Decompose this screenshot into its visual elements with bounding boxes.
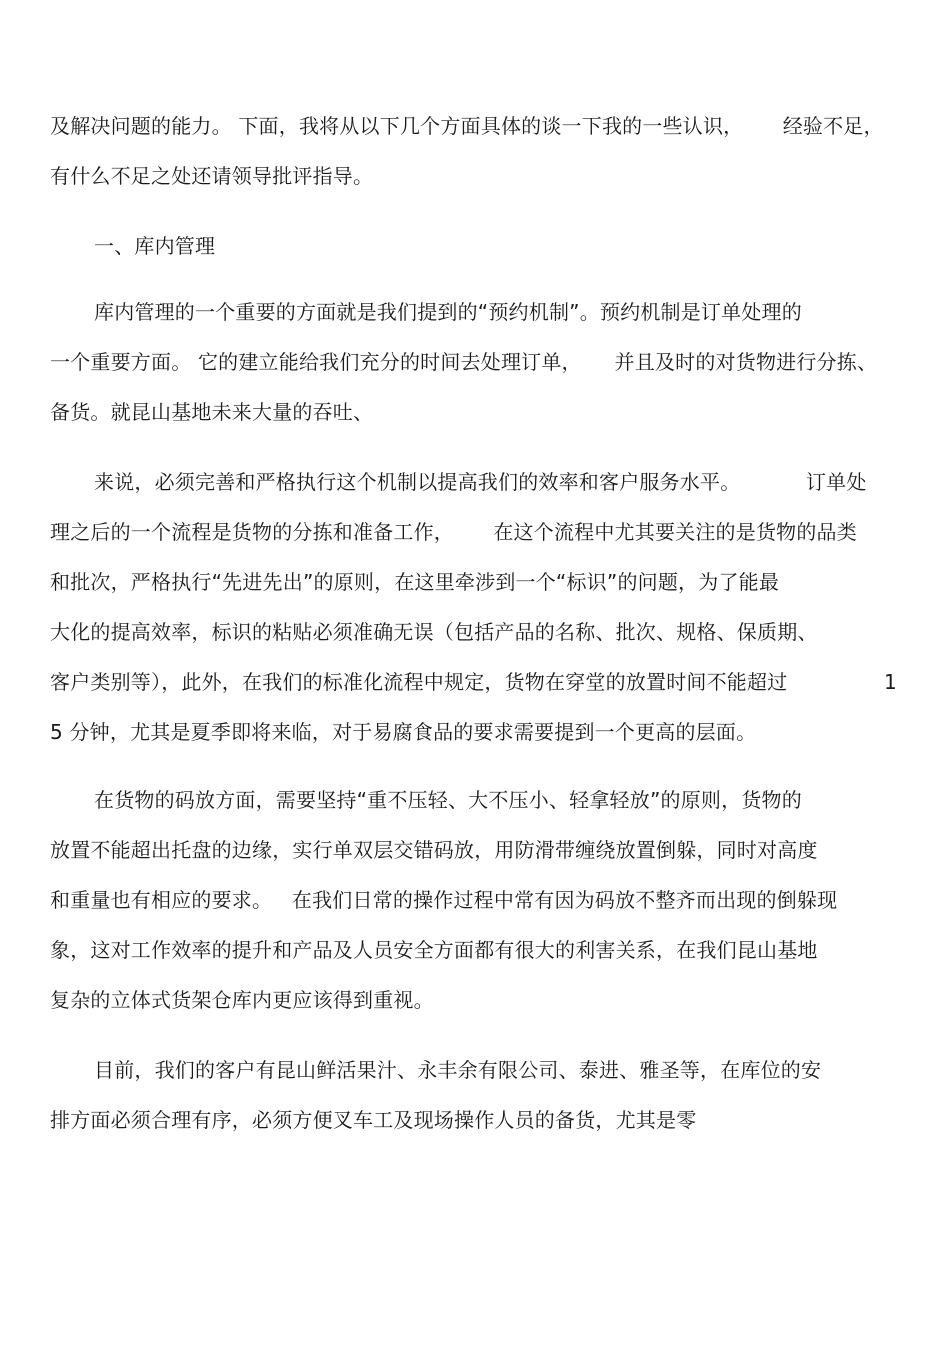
paragraph-line: 一个重要方面。 它的建立能给我们充分的时间去处理订单， 并且及时的对货物进行分拣、 [50,350,878,374]
paragraph-line: 备货。就昆山基地未来大量的吞吐、 [50,400,374,424]
paragraph-line: 和批次，严格执行“先进先出”的原则，在这里牵涉到一个“标识”的问题，为了能最 [50,570,780,594]
paragraph-line: 客户类别等），此外，在我们的标准化流程中规定，货物在穿堂的放置时间不能超过 [50,670,788,694]
paragraph-line: 排方面必须合理有序，必须方便叉车工及现场操作人员的备货，尤其是零 [50,1108,697,1132]
paragraph-line: 库内管理的一个重要的方面就是我们提到的“预约机制”。预约机制是订单处理的 [94,300,802,324]
paragraph-line: 在货物的码放方面，需要坚持“重不压轻、大不压小、轻拿轻放”的原则，货物的 [94,788,802,812]
paragraph-line: 和重量也有相应的要求。 在我们日常的操作过程中常有因为码放不整齐而出现的倒躲现 [50,888,838,912]
paragraph-line: 象，这对工作效率的提升和产品及人员安全方面都有很大的利害关系，在我们昆山基地 [50,938,818,962]
paragraph-line: 大化的提高效率，标识的粘贴必须准确无误（包括产品的名称、批次、规格、保质期、 [50,620,818,644]
paragraph-line: 及解决问题的能力。 下面，我将从以下几个方面具体的谈一下我的一些认识， 经验不足， [50,114,884,138]
paragraph-line: 放置不能超出托盘的边缘，实行单双层交错码放，用防滑带缠绕放置倒躲，同时对高度 [50,838,818,862]
paragraph-line: 有什么不足之处还请领导批评指导。 [50,164,374,188]
paragraph-line-fragment: 1 [884,670,897,694]
paragraph-line: 理之后的一个流程是货物的分拣和准备工作， 在这个流程中尤其要关注的是货物的品类 [50,520,857,544]
paragraph-line: 复杂的立体式货架仓库内更应该得到重视。 [50,988,434,1012]
paragraph-line: 5 分钟，尤其是夏季即将来临，对于易腐食品的要求需要提到一个更高的层面。 [50,720,757,744]
paragraph-line: 目前，我们的客户有昆山鲜活果汁、永丰余有限公司、泰进、雅圣等，在库位的安 [94,1058,822,1082]
paragraph-line: 来说，必须完善和严格执行这个机制以提高我们的效率和客户服务水平。 订单处 [94,470,867,494]
section-heading: 一、库内管理 [94,234,216,258]
